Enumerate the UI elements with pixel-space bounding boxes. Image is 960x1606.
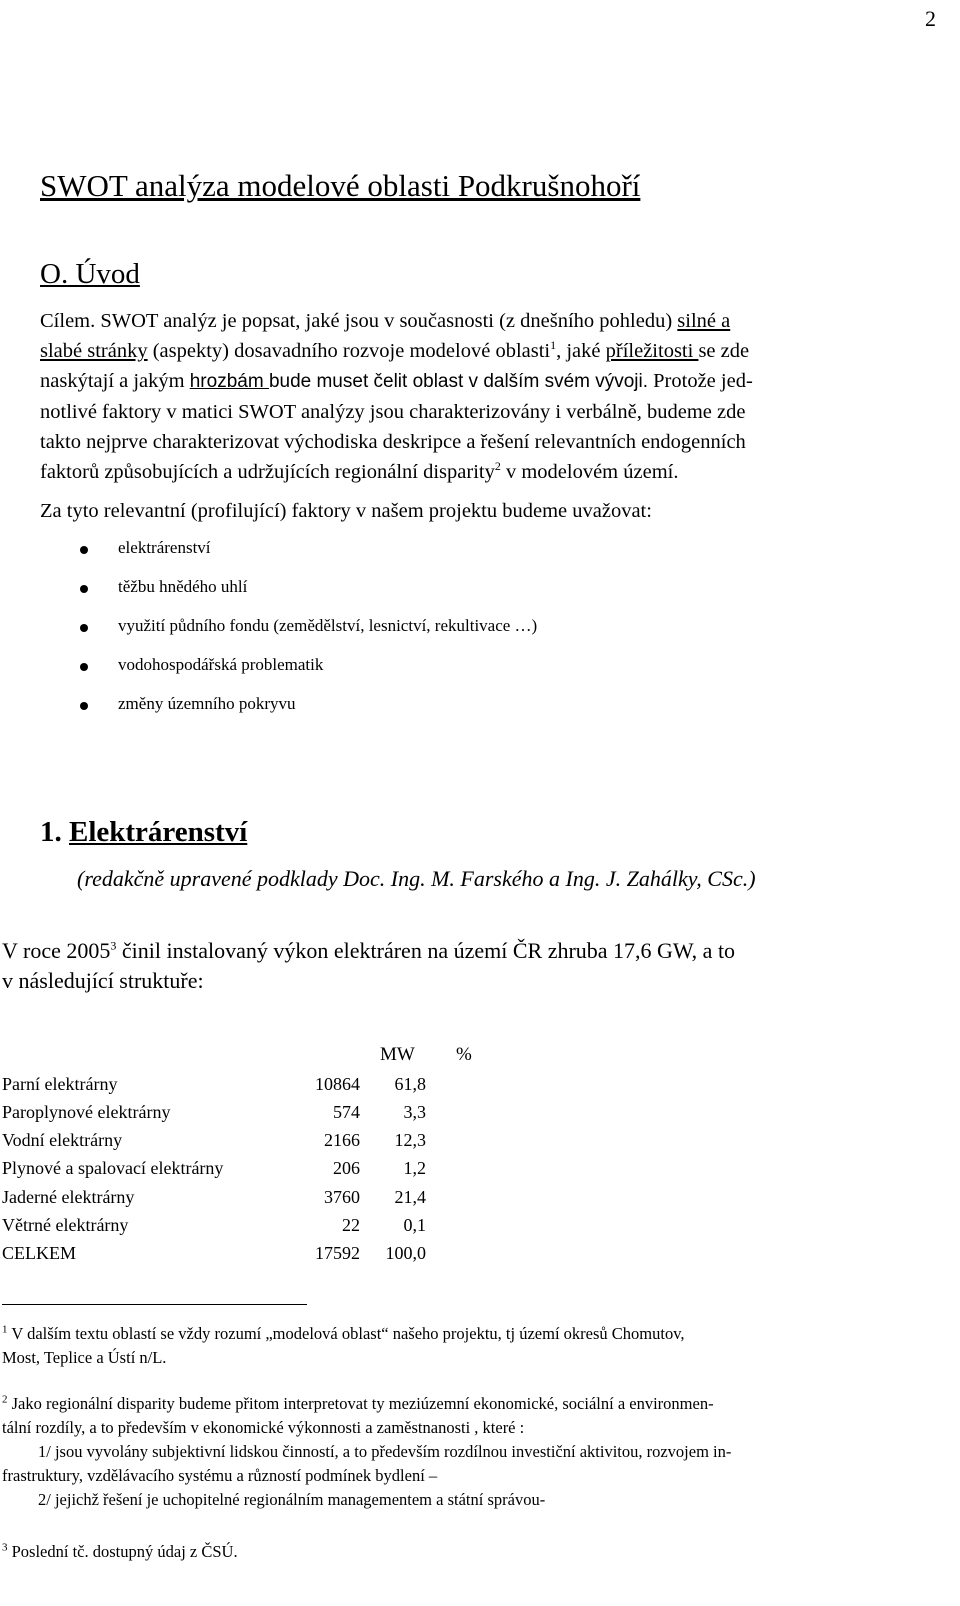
table-cell-percent: 1,2 — [403, 1158, 426, 1178]
section-paragraph-line-1 — [0, 936, 960, 966]
table-row — [0, 1102, 960, 1130]
footnote-text: V dalším textu oblastí se vždy rozumí „modelová oblast“ našeho projektu, tj území okresů Chomutov, — [7, 1324, 685, 1343]
table-cell-label: Paroplynové elektrárny — [2, 1102, 171, 1122]
page-number: 2 — [925, 6, 936, 31]
bullet-icon — [80, 663, 88, 671]
footnote-number: 1 — [2, 1323, 8, 1336]
footnote-line: tální rozdíly, a to především v ekonomické výkonnosti a zaměstnanosti , které : — [2, 1418, 525, 1437]
intro-text: faktorů způsobujících a udržujících regionální disparity — [40, 461, 495, 483]
intro-underlined-threats: hrozbám — [189, 371, 269, 392]
table-cell-mw: 574 — [333, 1102, 360, 1122]
section-number: 1. — [40, 816, 62, 848]
intro-text: v modelovém území. — [500, 461, 679, 483]
table-cell-label: Plynové a spalovací elektrárny — [2, 1158, 224, 1178]
table-cell-mw: 206 — [333, 1158, 360, 1178]
intro-line-1 — [40, 306, 940, 336]
footnote-text: Jako regionální disparity budeme přitom interpretovat ty meziúzemní ekonomické, sociální a environmen- — [7, 1394, 714, 1413]
table-cell-mw: 2166 — [324, 1130, 360, 1150]
bullet-icon — [80, 624, 88, 632]
list-item-label: elektrárenství — [118, 538, 211, 557]
list-item — [0, 612, 960, 644]
intro-text: , jaké — [556, 340, 606, 362]
table-cell-percent: 21,4 — [394, 1187, 426, 1207]
table-header-percent: % — [456, 1044, 472, 1065]
table-cell-percent: 0,1 — [403, 1215, 426, 1235]
bullet-icon — [80, 585, 88, 593]
intro-text: (aspekty) dosavadního rozvoje modelové oblasti — [147, 340, 551, 362]
intro-line-5: takto nejprve charakterizovat východiska deskripce a řešení relevantních endogenních — [40, 431, 746, 453]
section-paragraph — [0, 936, 960, 996]
intro-text: Protože jed- — [648, 370, 753, 392]
table-cell-mw: 17592 — [315, 1243, 360, 1263]
intro-line-6 — [40, 457, 940, 487]
table-cell-percent: 12,3 — [394, 1130, 426, 1150]
table-row — [0, 1215, 960, 1243]
footnote-ref-2: 2 — [494, 459, 501, 474]
table-cell-label: Větrné elektrárny — [2, 1215, 129, 1235]
table-cell-mw: 3760 — [324, 1187, 360, 1207]
table-cell-percent: 100,0 — [385, 1243, 426, 1263]
list-item-label: těžbu hnědého uhlí — [118, 577, 248, 596]
intro-line-4: notlivé faktory v matici SWOT analýzy jsou charakterizovány i verbálně, budeme zde — [40, 401, 746, 423]
intro-underlined-opportunities: příležitosti — [605, 340, 699, 362]
footnote-line: 2/ jejichž řešení je uchopitelné regionálním managementem a státní správou- — [38, 1490, 546, 1509]
table-row — [0, 1243, 960, 1271]
bullet-icon — [80, 546, 88, 554]
paragraph-text: V roce 2005 — [2, 938, 111, 963]
list-item-label: vodohospodářská problematik — [118, 655, 324, 674]
table-row — [0, 1130, 960, 1158]
table-cell-mw: 22 — [342, 1215, 360, 1235]
table-cell-label: Vodní elektrárny — [2, 1130, 123, 1150]
table-row — [0, 1158, 960, 1186]
list-item-label: změny územního pokryvu — [118, 694, 296, 713]
footnote-line — [2, 1540, 942, 1564]
document-title: SWOT analýza modelové oblasti Podkrušnohoří — [40, 168, 641, 203]
footnote-number: 2 — [2, 1393, 8, 1406]
footnote-1 — [2, 1322, 942, 1370]
intro-paragraph — [40, 306, 940, 487]
intro-text: se zde — [698, 340, 750, 362]
bullet-icon — [80, 702, 88, 710]
table-row — [0, 1074, 960, 1102]
section-title: Elektrárenství — [69, 816, 248, 848]
footnote-2 — [2, 1392, 942, 1512]
footnote-separator — [2, 1304, 307, 1305]
table-cell-label: CELKEM — [2, 1243, 76, 1263]
list-item — [0, 690, 960, 722]
intro-text: Cílem. SWOT analýz je popsat, jaké jsou v současnosti (z dnešního pohledu) — [40, 310, 678, 332]
footnote-ref-3: 3 — [110, 938, 117, 953]
factors-intro: Za tyto relevantní (profilující) faktory v našem projektu budeme uvažovat: — [40, 500, 652, 522]
section-credits: (redakčně upravené podklady Doc. Ing. M. Farského a Ing. J. Zahálky, CSc.) — [77, 866, 756, 891]
intro-line-3 — [40, 366, 940, 397]
footnote-3 — [2, 1540, 942, 1564]
intro-heading: O. Úvod — [40, 258, 140, 290]
table-row — [0, 1187, 960, 1215]
table-cell-mw: 10864 — [315, 1074, 360, 1094]
intro-line-2 — [40, 336, 940, 366]
footnote-line — [2, 1392, 942, 1416]
table-cell-label: Parní elektrárny — [2, 1074, 118, 1094]
intro-text: bude muset čelit oblast v dalším svém vývoji. — [268, 371, 649, 392]
footnote-number: 3 — [2, 1541, 8, 1554]
table-header-mw: MW — [380, 1044, 415, 1065]
table-cell-percent: 61,8 — [394, 1074, 426, 1094]
footnote-line — [2, 1322, 942, 1346]
intro-text: naskýtají a jakým — [40, 370, 190, 392]
intro-underlined-weaknesses: slabé stránky — [40, 340, 148, 362]
section-paragraph-line-2: v následující struktuře: — [2, 968, 204, 993]
footnote-line: frastruktury, vzdělávacího systému a růzností podmínek bydlení – — [2, 1466, 438, 1485]
footnote-text: Poslední tč. dostupný údaj z ČSÚ. — [7, 1542, 238, 1561]
table-cell-percent: 3,3 — [403, 1102, 426, 1122]
section-heading — [40, 816, 247, 849]
list-item — [0, 573, 960, 605]
list-item-label: využití půdního fondu (zemědělství, lesnictví, rekultivace …) — [118, 616, 538, 635]
list-item — [0, 651, 960, 683]
footnote-ref-1: 1 — [550, 338, 557, 353]
intro-underlined-strengths: silné a — [677, 310, 731, 332]
footnote-line: 1/ jsou vyvolány subjektivní lidskou činností, a to především rozdílnou investiční aktivitou, rozvojem in- — [38, 1442, 732, 1461]
list-item — [0, 534, 960, 566]
table-cell-label: Jaderné elektrárny — [2, 1187, 135, 1207]
paragraph-text: činil instalovaný výkon elektráren na území ČR zhruba 17,6 GW, a to — [116, 938, 736, 963]
footnote-line: Most, Teplice a Ústí n/L. — [2, 1348, 167, 1367]
